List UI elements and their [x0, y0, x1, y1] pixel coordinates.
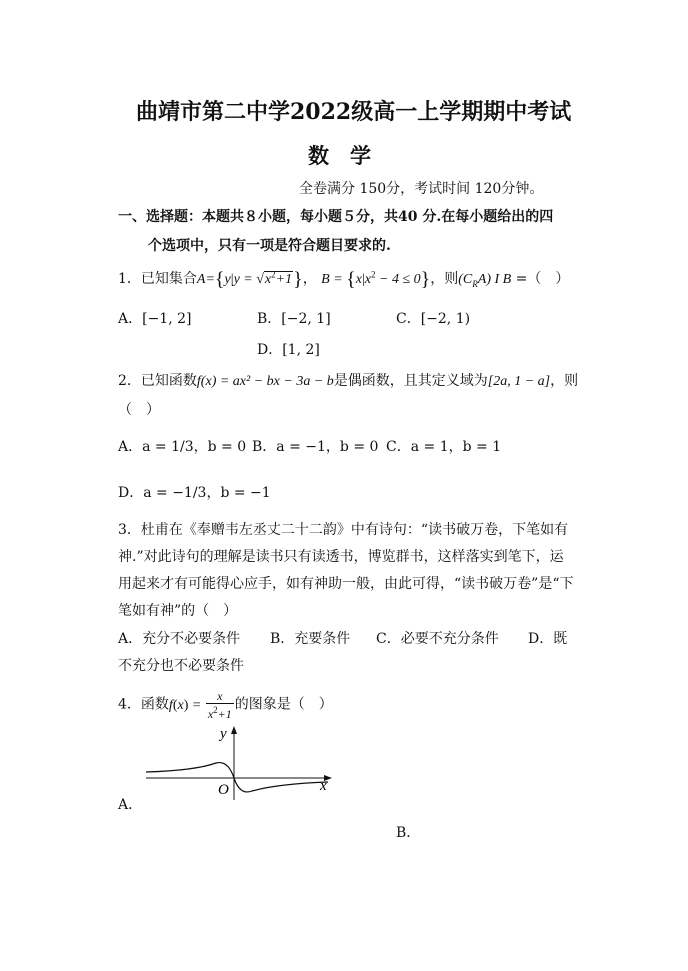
q3-option-d-tail: 不充分也不必要条件 [118, 658, 244, 674]
y-axis-arrow [231, 726, 237, 734]
q1-option-d: D．[1, 2] [257, 342, 320, 358]
q2-option-c: C．a = 1，b = 1 [386, 439, 502, 455]
q3-line3: 用起来才有可能得心应手，如有神助一般，由此可得，“读书破万卷”是“下 [118, 576, 574, 592]
q4-prefix: 4．函数 [118, 696, 169, 713]
q1-prefix: 1．已知集合 [118, 271, 197, 287]
q1-option-c: C．[−2, 1) [396, 311, 471, 327]
q2-line2: （ ） [118, 402, 160, 418]
q4-option-b: B． [396, 825, 421, 841]
question-2-line1 [118, 370, 578, 390]
q4-graph-a [140, 724, 340, 802]
q3-option-b: B．充要条件 [270, 631, 351, 647]
q4-suffix: 的图象是（ ） [234, 696, 333, 713]
q3-line1: 3．杜甫在《奉赠韦左丞丈二十二韵》中有诗句：“读书破万卷，下笔如有 [118, 522, 569, 538]
exam-info: 全卷满分 150分，考试时间 120分钟。 [299, 181, 544, 197]
y-axis-label: y [220, 726, 227, 742]
section-heading-line2: 个选项中，只有一项是符合题目要求的. [148, 238, 391, 254]
q3-line2: 神.”对此诗句的理解是读书只有读透书，博览群书，这样落实到笔下，运 [118, 549, 564, 565]
q2-option-b: B．a = −1，b = 0 [252, 439, 379, 455]
q1-option-b: B．[−2, 1] [257, 311, 331, 327]
q2-option-d: D．a = −1/3，b = −1 [118, 485, 271, 501]
q2-prefix: 2．已知函数 [118, 373, 197, 389]
function-curve [146, 763, 328, 792]
q2-end: ，则 [550, 373, 579, 389]
q2-func: f(x) = ax² − bx − 3a − b [196, 374, 334, 389]
q2-domain: [2a, 1 − a] [487, 374, 551, 389]
q3-option-d: D．既 [528, 631, 568, 647]
q4-func: f(x) = $\frac{x}{x^2+1}$ [168, 689, 232, 721]
q1-set-a: $A=\{y|y = √x^2+1\}$ [196, 268, 303, 291]
origin-label: O [218, 782, 229, 798]
q2-option-a: A．a = 1/3，b = 0 [118, 439, 247, 455]
q1-set-b: $B = \{x|x^2 - 4 \le 0\}$ [321, 268, 431, 291]
question-1: 1．已知集合$A=\{y|y = √x^2+1\}$， $B = \{x|x^2 - 4 \le 0\}$，则$(C_RA)$ I B =（ ） [118, 268, 570, 291]
question-4 [118, 690, 333, 721]
q3-line4: 笔如有神”的（ ） [118, 603, 238, 619]
exam-title: 曲靖市第二中学2022级高一上学期期中考试 [136, 99, 572, 125]
x-axis-label: x [320, 778, 327, 794]
q2-mid: 是偶函数，且其定义域为 [333, 373, 488, 389]
q3-option-a: A．充分不必要条件 [118, 631, 241, 647]
q3-option-c: C．必要不充分条件 [376, 631, 499, 647]
subject-title: 数 学 [308, 143, 371, 168]
q4-option-a: A． [118, 797, 143, 813]
q1-option-a: A．[−1, 2] [118, 311, 192, 327]
section-heading-line1: 一、选择题：本题共８小题，每小题５分，共40 分.在每小题给出的四 [118, 209, 554, 225]
